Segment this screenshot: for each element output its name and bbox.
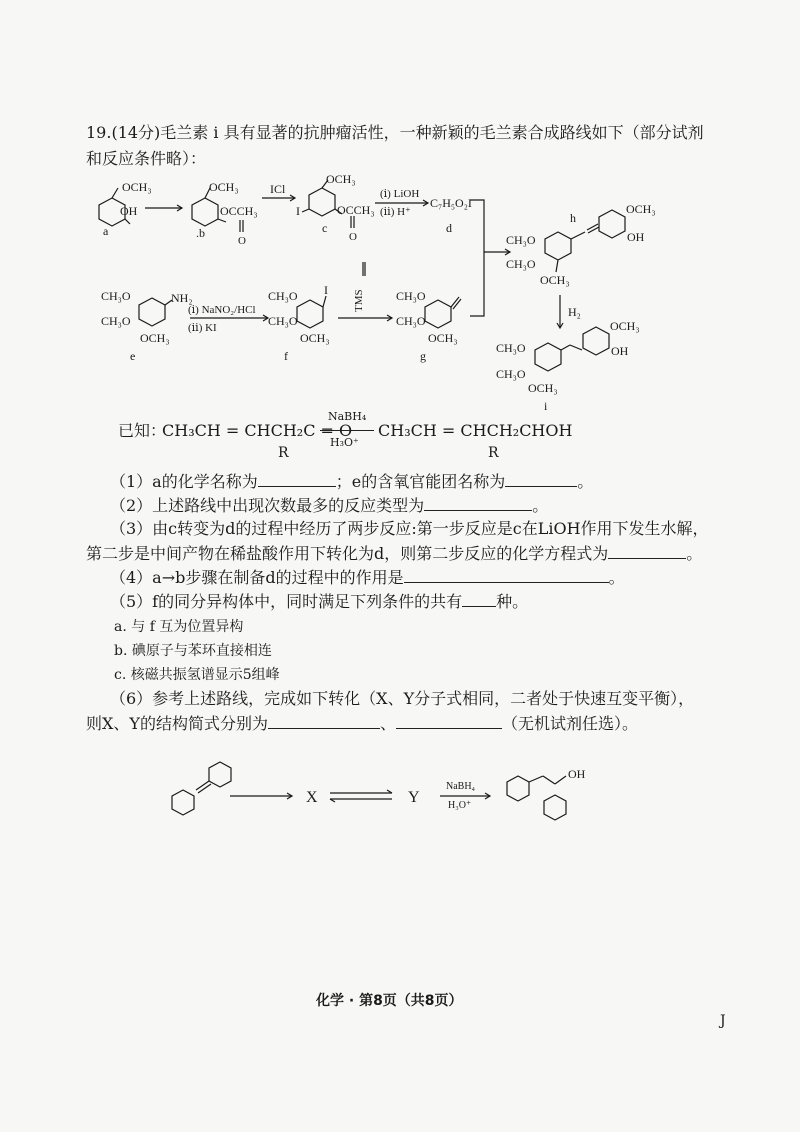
i-oh: OH — [611, 344, 629, 358]
product-ring-1 — [507, 776, 529, 801]
f-i: I — [324, 283, 328, 297]
a-oh: OH — [120, 204, 138, 218]
f-och3: OCH₃ — [300, 331, 330, 345]
d-formula: C₇H₅O₂I — [430, 196, 472, 210]
q1-text-a: （1）a的化学名称为 — [110, 472, 258, 491]
e-nh2: NH₂ — [171, 291, 193, 305]
i-ch3o-2: CH₃O — [496, 367, 526, 381]
label-h: h — [570, 211, 576, 225]
ring-i-left — [535, 343, 561, 371]
q4-blank[interactable] — [404, 566, 609, 583]
b-och3: OCH₃ — [209, 180, 239, 194]
q5-blank[interactable] — [462, 590, 496, 607]
q1-text-c: 。 — [577, 472, 594, 491]
q2 — [110, 494, 548, 517]
part6-scheme — [0, 750, 800, 850]
q3-line1: （3）由c转变为d的过程中经历了两步反应:第一步反应是c在LiOH作用下发生水解， — [110, 519, 709, 538]
q4 — [110, 566, 625, 589]
q3-text-c: 。 — [686, 544, 703, 563]
q1 — [110, 470, 593, 493]
reagent-icl: ICl — [270, 182, 286, 196]
product-ring-2 — [544, 795, 566, 820]
q6-text-d: （无机试剂任选）。 — [501, 714, 638, 733]
label-e: e — [130, 349, 136, 363]
known-product: CH₃CH = CHCH₂CHOH — [378, 421, 573, 440]
corner-mark: J — [720, 1013, 726, 1029]
q4-text-a: （4）a→b步骤在制备d的过程中的作用是 — [110, 568, 404, 587]
c-occh3: OCCH₃ — [337, 203, 375, 217]
c-o: O — [349, 231, 357, 243]
question-header-line2: 和反应条件略）： — [86, 149, 207, 168]
q4-text-b: 。 — [608, 568, 625, 587]
ring-i-right — [583, 327, 609, 355]
reagent-hplus: (ⅱ) H⁺ — [380, 206, 411, 218]
q5-text-a: （5）f的同分异构体中，同时满足下列条件的共有 — [110, 592, 463, 611]
ring-h-right — [599, 210, 625, 238]
reagent-nano2: (ⅰ) NaNO₂/HCl — [188, 304, 256, 316]
page-footer: 化学 · 第8页（共8页） — [316, 993, 463, 1009]
ring-f — [297, 300, 323, 328]
reagent-tms: TMS — [353, 289, 365, 312]
label-a: a — [103, 224, 109, 238]
known-reagent-top: NaBH₄ — [328, 410, 367, 423]
e-ch3o-1: CH₃O — [101, 289, 131, 303]
a-och3: OCH₃ — [122, 180, 152, 194]
q6-blank-y[interactable] — [396, 712, 502, 729]
part6-reagent-bottom: H₃O⁺ — [448, 800, 472, 811]
q2-blank[interactable] — [424, 494, 532, 511]
part6-oh: OH — [568, 767, 586, 781]
part6-reagent-top: NaBH₄ — [446, 781, 476, 792]
q6-line2 — [86, 712, 638, 735]
known-r-right: R — [488, 445, 499, 461]
label-g: g — [420, 349, 426, 363]
ring-h-left — [545, 232, 571, 260]
i-ch3o-1: CH₃O — [496, 341, 526, 355]
i-och3-bottom: OCH₃ — [528, 381, 558, 395]
known-prefix: 已知： — [118, 421, 167, 440]
label-c: c — [322, 221, 328, 235]
condition-c: c. 核磁共振氢谱显示5组峰 — [114, 667, 280, 683]
q5-text-b: 种。 — [496, 592, 529, 611]
known-reagent-bottom: H₃O⁺ — [330, 436, 359, 449]
known-reactant: CH₃CH = CHCH₂C = O — [162, 421, 353, 440]
q6-line1: （6）参考上述路线，完成如下转化（X、Y分子式相同，二者处于快速互变平衡）， — [110, 689, 695, 708]
part6-x: X — [306, 789, 318, 806]
h-oh: OH — [627, 230, 645, 244]
q6-blank-x[interactable] — [268, 712, 380, 729]
ring-g — [425, 300, 451, 328]
i-och3: OCH₃ — [610, 319, 640, 333]
ring-b — [192, 198, 218, 226]
f-ch3o-2: CH₃O — [268, 314, 298, 328]
q6-text-c: 、 — [379, 714, 396, 733]
h-och3-bottom: OCH₃ — [540, 273, 570, 287]
g-och3: OCH₃ — [428, 331, 458, 345]
ring-c — [309, 188, 335, 216]
label-d: d — [446, 221, 452, 235]
b-occh3: OCCH₃ — [220, 204, 258, 218]
label-f: f — [284, 349, 288, 363]
q3-text-b: 第二步是中间产物在稀盐酸作用下转化为d，则第二步反应的化学方程式为 — [86, 544, 609, 563]
q2-text-b: 。 — [532, 496, 549, 515]
q2-text-a: （2）上述路线中出现次数最多的反应类型为 — [110, 496, 425, 515]
h-ch3o-2: CH₃O — [506, 257, 536, 271]
reagent-ki: (ⅱ) KI — [188, 322, 217, 334]
label-i: i — [544, 399, 548, 413]
diphenylacetylene-ring-1 — [209, 762, 231, 787]
q5 — [110, 590, 528, 613]
label-b: .b — [196, 226, 205, 240]
g-ch3o-1: CH₃O — [396, 289, 426, 303]
q1-blank-1[interactable] — [258, 470, 336, 487]
known-arrow — [320, 430, 374, 431]
q3-blank[interactable] — [608, 542, 686, 559]
f-ch3o-1: CH₃O — [268, 289, 298, 303]
b-o: O — [238, 235, 246, 247]
q3-line2 — [86, 542, 702, 565]
e-ch3o-2: CH₃O — [101, 314, 131, 328]
q1-blank-2[interactable] — [505, 470, 577, 487]
ring-e — [139, 298, 165, 326]
c-i: I — [296, 204, 300, 218]
q6-text-b: 则X、Y的结构简式分别为 — [86, 714, 268, 733]
part6-y: Y — [408, 789, 420, 806]
q1-text-b: ；e的含氧官能团名称为 — [335, 472, 506, 491]
question-header-line1: 19.(14分)毛兰素 i 具有显著的抗肿瘤活性，一种新颖的毛兰素合成路线如下（部分试剂 — [86, 123, 704, 142]
diphenylacetylene-ring-2 — [172, 790, 194, 815]
h-och3: OCH₃ — [626, 202, 656, 216]
c-och3: OCH₃ — [326, 172, 356, 186]
reagent-h2: H₂ — [568, 305, 581, 319]
condition-a: a. 与 f 互为位置异构 — [114, 619, 244, 635]
known-r-left: R — [278, 445, 289, 461]
e-och3: OCH₃ — [140, 331, 170, 345]
g-ch3o-2: CH₃O — [396, 314, 426, 328]
condition-b: b. 碘原子与苯环直接相连 — [114, 643, 272, 659]
reagent-lioh: (ⅰ) LiOH — [380, 188, 420, 200]
h-ch3o-1: CH₃O — [506, 233, 536, 247]
